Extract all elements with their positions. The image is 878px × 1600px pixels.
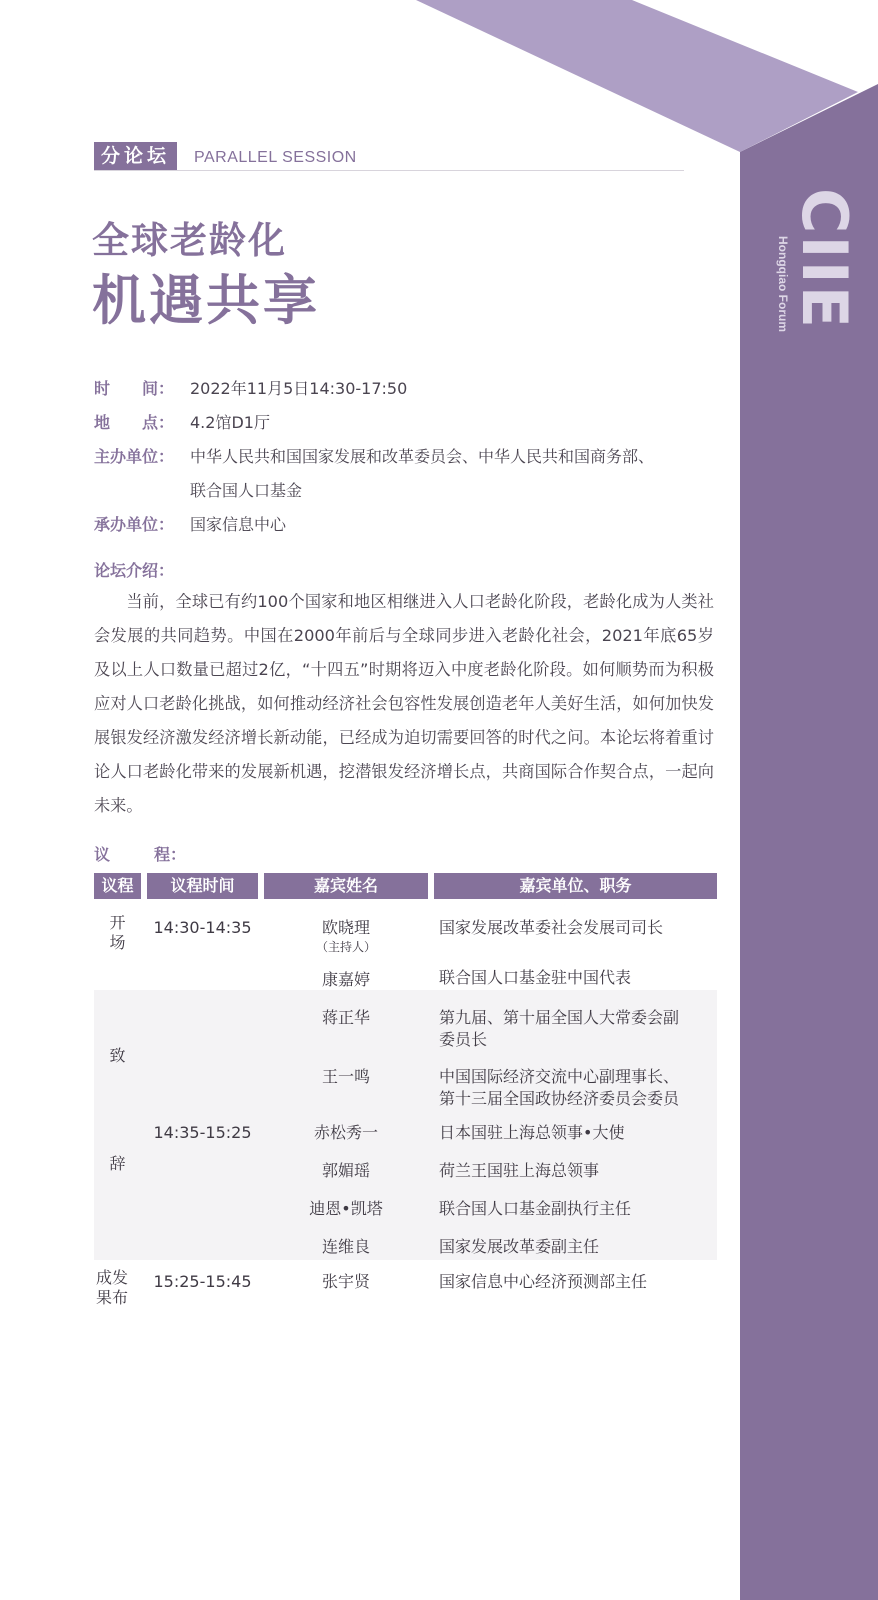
info-time [94,372,724,406]
info-value [190,440,654,508]
guest-name: 迪恩•凯塔 [309,1199,383,1218]
info-value: 国家信息中心 [190,515,287,534]
brand-subtitle: Hongqiao Forum [776,236,790,332]
info-organizer [94,508,724,542]
guest-role-note: （主持人） [315,940,376,954]
guest-title: 中国国际经济交流中心副理事长、 第十三届全国政协经济委员会委员 [439,1067,680,1108]
section-time: 14:35-15:25 [153,1123,252,1142]
forum-title-line1: 全球老龄化 [92,219,287,262]
info-value: 2022年11月5日14:30-17:50 [190,379,408,398]
section-time: 15:25-15:45 [153,1272,252,1291]
section-speech-b: 辞 [109,1154,126,1173]
guest-name: 蒋正华 [321,1008,370,1027]
forum-title-line2: 机遇共享 [92,269,320,332]
info-label: 地 点： [94,413,175,432]
guest-name: 欧晓理 （主持人） [264,917,428,955]
guest-name: 连维良 [321,1237,370,1256]
section-time: 14:30-14:35 [153,918,252,937]
agenda-heading-a: 议 [94,845,111,864]
session-header [94,142,684,172]
guest-title: 日本国驻上海总领事•大使 [439,1123,625,1142]
info-place [94,406,724,440]
section-name: 场 [109,933,126,952]
brand-logo: CIIE [788,188,861,330]
forum-info [94,372,724,542]
table-header [94,873,717,899]
info-value: 4.2馆D1厅 [190,413,270,432]
guest-title: 第九届、第十届全国人大常委会副 委员长 [439,1008,680,1049]
agenda-heading-b: 程： [154,845,187,864]
section-name: 成发 [95,1268,128,1287]
brand-mark [776,188,861,348]
guest-name: 王一鸣 [321,1067,370,1086]
host-line-1: 中华人民共和国国家发展和改革委员会、中华人民共和国商务部、 [190,447,655,466]
session-tag: 分论坛 [94,142,177,170]
section-name: 开 [109,913,126,932]
info-host [94,440,724,508]
guest-title: 国家发展改革委社会发展司司长 [439,918,664,937]
column-header-time: 议程时间 [147,873,258,899]
guest-title: 国家信息中心经济预测部主任 [439,1272,648,1291]
section-name: 果布 [95,1288,128,1307]
guest-title: 联合国人口基金副执行主任 [439,1199,632,1218]
guest-title: 荷兰王国驻上海总领事 [439,1161,600,1180]
info-label: 主办单位： [94,447,175,466]
info-label: 承办单位： [94,515,175,534]
column-header-guest: 嘉宾姓名 [264,873,428,899]
column-header-title: 嘉宾单位、职务 [434,873,717,899]
session-english-label: PARALLEL SESSION [194,149,357,166]
guest-name: 郭媚瑶 [321,1161,370,1180]
guest-title: 国家发展改革委副主任 [439,1237,600,1256]
agenda-table [94,873,717,1307]
guest-name: 赤松秀一 [313,1123,378,1142]
section-speech-a: 致 [109,1046,126,1065]
agenda-heading [94,842,186,865]
column-header-session: 议程 [94,873,141,899]
guest-name: 张宇贤 [321,1272,370,1291]
guest-name: 康嘉婷 [321,970,370,989]
guest-title: 联合国人口基金驻中国代表 [439,968,632,987]
header-divider [94,170,684,171]
intro-paragraph: 当前，全球已有约100个国家和地区相继进入人口老龄化阶段，老龄化成为人类社会发展的共同趋势。中国在2000年前后与全球同步进入老龄化社会，2021年底65岁及以上人口数量已超过2亿，“十四五”时期将迈入中度老龄化阶段。如何顺势而为积极应对人口老龄化挑战，如何推动经济社会包容性发展创造老年人美好生活，如何加快发展银发经济激发经济增长新动能，已经成为迫切需要回答的时代之问。本论坛将着重讨论人口老龄化带来的发展新机遇，挖潜银发经济增长点，共商国际合作契合点，一起向未来。 [94,592,714,815]
intro-heading: 论坛介绍： [94,561,175,580]
host-line-2: 联合国人口基金 [190,481,303,500]
section-release [94,1268,130,1308]
info-label: 时 间： [94,379,175,398]
section-opening [94,913,141,953]
